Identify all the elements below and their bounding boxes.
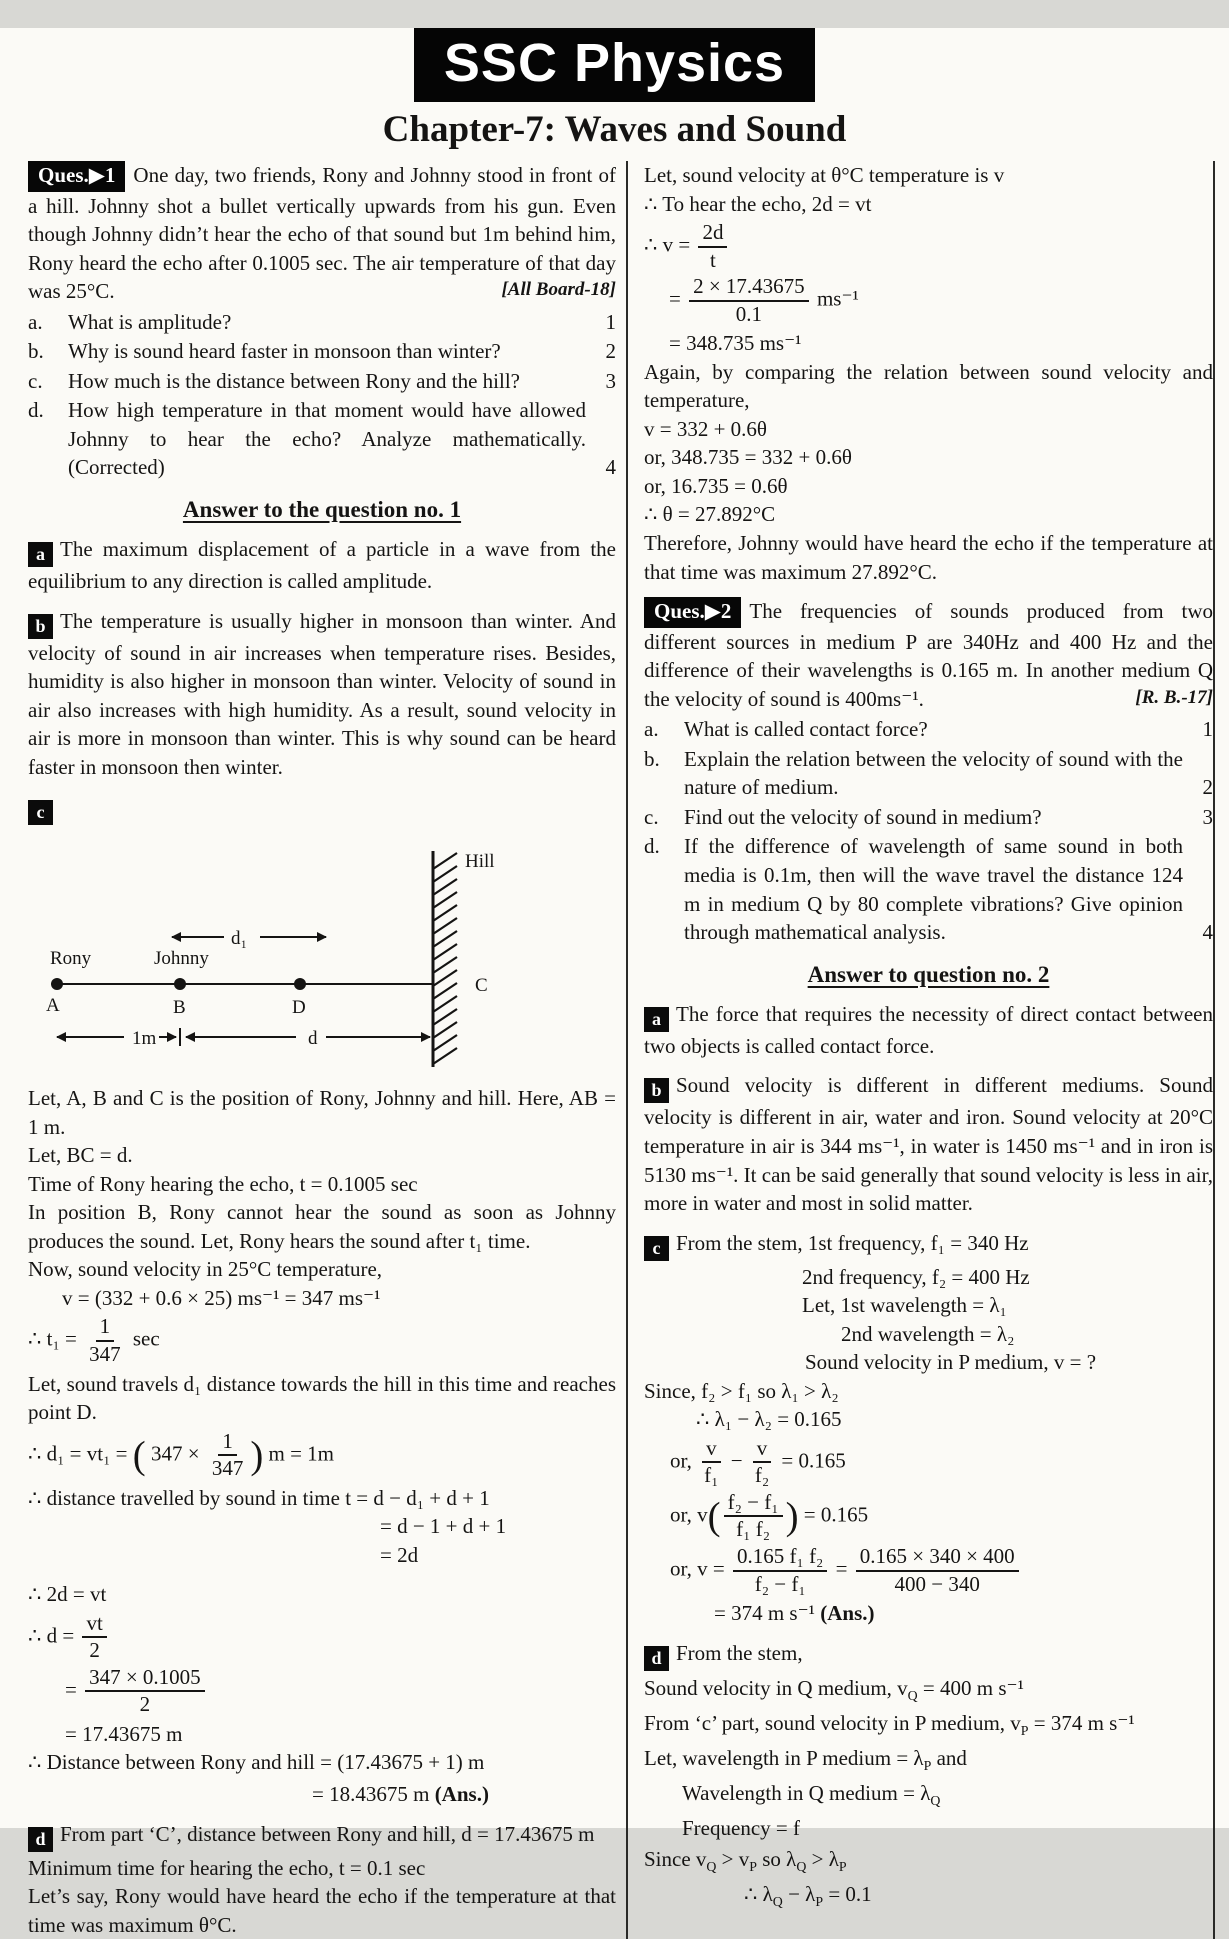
text-line: From part ‘C’, distance between Rony and hill, d = 17.43675 m (60, 1821, 595, 1846)
text-line: Sound velocity in P medium, v = ? (805, 1350, 1097, 1375)
math-line: Frequency = f (682, 1815, 800, 1840)
answer-1a-badge: a (28, 542, 53, 567)
item-marks: 2 (1202, 775, 1213, 800)
math-line: ∴ distance travelled by sound in time t = d − d₁ + d + 1 (28, 1485, 490, 1510)
item-text: Why is sound heard faster in monsoon than winter? (68, 339, 501, 364)
math-line: = d − 1 + d + 1 (380, 1514, 507, 1539)
text-line: From the stem, (676, 1640, 803, 1665)
question-2-stem-text: The frequencies of sounds produced from two different sources in medium P are 340Hz and 400 Hz and the difference of their wavelengths is 0.165 m. In another medium Q the velocity of sound is 400ms⁻¹. (644, 599, 1213, 711)
math-line: Since, f₂ > f₁ so λ₁ > λ₂ (644, 1378, 839, 1403)
answer-1a-text: The maximum displacement of a particle in a wave from the equilibrium to any direction is called amplitude. (28, 537, 616, 594)
question-1-item-c (28, 367, 616, 396)
column-right (628, 161, 1215, 1939)
item-text: Find out the velocity of sound in medium? (684, 804, 1042, 829)
answer-2c-badge: c (644, 1236, 669, 1261)
d1-label: d₁ (231, 927, 248, 949)
math-line: ∴ $\lambda_Q - \lambda_P = 0.1$ (744, 1882, 872, 1910)
echo-diagram (28, 829, 616, 1077)
item-letter: b. (644, 746, 660, 771)
hill-wall (433, 851, 457, 1067)
text-line: Let, 1st wavelength = λ₁ (802, 1293, 1007, 1318)
math-line: or, $\frac{v}{\text{f₁}}$ − $\frac{v}{\text{f₂}}$ = 0.165 (670, 1435, 846, 1488)
text-line: 2nd wavelength = λ₂ (841, 1321, 1015, 1346)
d-point-label: D (292, 996, 306, 1018)
answer-2-heading: Answer to question no. 2 (807, 961, 1050, 987)
math-line: v = (332 + 0.6 × 25) ms⁻¹ = 347 ms⁻¹ (62, 1285, 381, 1310)
text-line: Let’s say, Rony would have heard the echo if the temperature at that time was maximum θ°C. (28, 1884, 616, 1937)
item-letter: a. (28, 309, 43, 334)
math-line: v = 332 + 0.6θ (644, 416, 767, 441)
question-1-item-b (28, 337, 616, 366)
answer-2b (644, 1071, 1213, 1217)
math-line: ∴ Distance between Rony and hill = (17.43675 + 1) m (28, 1750, 485, 1775)
answer-1a (28, 535, 616, 596)
math-line: or, v = $\frac{\text{0.165 f₁ f₂}}{\text{f₂ − f₁}}$ = $\frac{0.165 \times 340 \times 400}{400 - 340}$ (670, 1545, 1213, 1596)
text-line: ∴ To hear the echo, 2d = vt (644, 191, 872, 216)
question-2-item-d (644, 832, 1213, 946)
question-1-badge: Ques.▶1 (28, 161, 125, 192)
item-text: What is called contact force? (684, 717, 928, 742)
item-text: How high temperature in that moment would have allowed Johnny to hear the echo? Analyze mathematically. (Corrected) (68, 398, 586, 480)
item-letter: b. (28, 339, 44, 364)
chapter-title: Chapter-7: Waves and Sound (382, 109, 847, 150)
column-left (28, 161, 628, 1939)
text-line: In position B, Rony cannot hear the sound as soon as Johnny produces the sound. Let, Rony hears the sound after t₁ time. (28, 1200, 616, 1253)
text-line: Therefore, Johnny would have heard the echo if the temperature at that time was maximum 27.892°C. (644, 530, 1213, 584)
question-2-source: [R. B.-17] (1135, 686, 1213, 708)
math-line: ∴ d = $\frac{vt}{2}$ (28, 1612, 616, 1663)
answer-2d-badge: d (644, 1646, 669, 1671)
answer-1b (28, 607, 616, 782)
math-line: ∴ λ₁ − λ₂ = 0.165 (696, 1407, 842, 1432)
book-title-banner: SSC Physics (414, 28, 815, 102)
item-letter: c. (644, 804, 659, 829)
item-marks: 4 (605, 455, 616, 480)
answer-2a (644, 1000, 1213, 1061)
math-line: ∴ v = $\frac{2d}{t}$ (644, 221, 1213, 272)
item-marks: 1 (605, 309, 616, 334)
answer-1b-text: The temperature is usually higher in monsoon than winter. And velocity of sound in air increases when temperature rises. Besides, humidity is also higher in monsoon than winter. Velocity of sound in air also increases with high humidity. As a result, sound velocity in air is more in monsoon than winter. This is why sound can be heard faster in monsoon then winter. (28, 608, 616, 780)
question-1-stem (28, 161, 616, 306)
math-line: = $\frac{2 \times 17.43675}{0.1}$ ms⁻¹ (669, 274, 859, 326)
item-marks: 1 (1202, 717, 1213, 742)
math-line: = 17.43675 m (65, 1721, 183, 1746)
text-line: Minimum time for hearing the echo, t = 0.1 sec (28, 1855, 426, 1880)
d-distance-label: d (308, 1027, 318, 1049)
math-line: Let, wavelength in P medium = $\lambda_P$ and (644, 1745, 967, 1773)
point-A-dot (51, 978, 63, 990)
text-line: Let, BC = d. (28, 1143, 133, 1168)
question-1-stem-text: One day, two friends, Rony and Johnny stood in front of a hill. Johnny shot a bullet vertically upwards from his gun. Even though Johnny didn’t hear the echo of that sound but 1m behind him, Rony heard the echo after 0.1005 sec. The air temperature of that day was 25°C. (28, 163, 616, 304)
item-letter: d. (644, 834, 660, 859)
a-point-label: A (46, 994, 60, 1016)
answer-1b-badge: b (28, 614, 53, 639)
math-line: or, 348.735 = 332 + 0.6θ (644, 445, 852, 470)
question-2-badge: Ques.▶2 (644, 597, 741, 628)
scanned-textbook-page (0, 28, 1229, 1937)
c-point-label: C (475, 974, 488, 996)
math-line: ∴ t₁ = $\frac{1}{347}$ sec (28, 1314, 160, 1366)
answer-2a-text: The force that requires the necessity of direct contact between two objects is called contact force. (644, 1001, 1213, 1058)
math-line: Sound velocity in Q medium, $v_Q = 400$ m s⁻¹ (644, 1675, 1024, 1703)
item-text: How much is the distance between Rony and the hill? (68, 368, 520, 393)
b-point-label: B (173, 996, 186, 1018)
item-marks: 4 (1202, 920, 1213, 945)
question-2-item-a (644, 715, 1213, 744)
text-line: Let, A, B and C is the position of Rony, Johnny and hill. Here, AB = 1 m. (28, 1086, 616, 1139)
text-line: Let, sound travels d₁ distance towards the hill in this time and reaches point D. (28, 1371, 616, 1425)
math-line: = 2d (380, 1542, 419, 1567)
rony-label: Rony (50, 947, 92, 969)
math-line: or, v( $\frac{\text{f₂ − f₁}}{\text{f₁ f₂}}$ ) = 0.165 (670, 1489, 869, 1542)
text-line: 2nd frequency, f₂ = 400 Hz (802, 1264, 1030, 1289)
math-line: Since $v_Q > v_P$ so $\lambda_Q > \lambda_P$ (644, 1847, 847, 1875)
item-marks: 2 (605, 339, 616, 364)
math-line: From ‘c’ part, sound velocity in P medium, $v_P = 374$ m s⁻¹ (644, 1710, 1135, 1738)
one-m-label: 1m (132, 1027, 157, 1049)
math-line: or, 16.735 = 0.6θ (644, 473, 788, 498)
text-line: Again, by comparing the relation between sound velocity and temperature, (644, 359, 1213, 413)
math-line: ∴ 2d = vt (28, 1582, 107, 1607)
item-text: Explain the relation between the velocity of sound with the nature of medium. (684, 746, 1183, 800)
math-line: = 374 m s⁻¹ (Ans.) (714, 1601, 875, 1626)
text-line: From the stem, 1st frequency, f₁ = 340 Hz (676, 1230, 1029, 1255)
point-D-dot (294, 978, 306, 990)
answer-1d (28, 1820, 616, 1852)
answer-1c (28, 793, 616, 825)
answer-1-heading: Answer to the question no. 1 (182, 497, 462, 523)
math-line: Wavelength in Q medium = $\lambda_Q$ (682, 1780, 941, 1808)
item-letter: d. (28, 398, 44, 423)
question-2-stem (644, 597, 1213, 713)
bottom-distance-arrows (57, 1028, 430, 1049)
question-1-source: [All Board-18] (501, 279, 616, 301)
item-text: If the difference of wavelength of same sound in both media is 0.1m, then will the wave travel the distance 124 m in medium Q by 80 complete vibrations? Give opinion through mathematical analysis. (684, 834, 1183, 945)
item-marks: 3 (605, 368, 616, 393)
math-line: ∴ θ = 27.892°C (644, 502, 776, 527)
math-line: = 348.735 ms⁻¹ (669, 331, 802, 356)
math-line: ∴ d₁ = vt₁ = ( 347 × $\frac{1}{347}$ ) m = 1m (28, 1428, 335, 1481)
text-line: Time of Rony hearing the echo, t = 0.1005 sec (28, 1171, 418, 1196)
answer-1d-badge: d (28, 1827, 53, 1852)
question-1-item-d (28, 396, 616, 482)
item-letter: c. (28, 368, 43, 393)
question-2-item-c (644, 803, 1213, 832)
question-2-item-b (644, 745, 1213, 802)
math-line: = $\frac{347 \times 0.1005}{2}$ (65, 1666, 616, 1717)
item-marks: 3 (1202, 804, 1213, 829)
johnny-label: Johnny (154, 947, 209, 969)
echo-diagram-svg (28, 829, 598, 1069)
text-line: Now, sound velocity in 25°C temperature, (28, 1257, 383, 1282)
text-line: Let, sound velocity at θ°C temperature is v (644, 163, 1005, 187)
answer-2d (644, 1639, 1213, 1671)
answer-1c-badge: c (28, 800, 53, 825)
answer-2b-text: Sound velocity is different in different mediums. Sound velocity is different in air, water and iron. Sound velocity at 20°C temperature in air is 344 ms⁻¹, in water is 1450 ms⁻¹ and in iron is 5130 ms⁻¹. It can be said generally that sound velocity is less in air, more in water and most in solid matter. (644, 1073, 1213, 1216)
point-B-dot (174, 978, 186, 990)
answer-2c (644, 1229, 1213, 1261)
d1-distance-arrow (172, 928, 326, 949)
two-column-layout (0, 161, 1229, 1939)
item-text: What is amplitude? (68, 309, 232, 334)
hill-label: Hill (465, 850, 495, 872)
answer-2a-badge: a (644, 1007, 669, 1032)
answer-2b-badge: b (644, 1078, 669, 1103)
math-line: = 18.43675 m (Ans.) (312, 1781, 489, 1806)
question-1-item-a (28, 308, 616, 337)
item-letter: a. (644, 717, 659, 742)
